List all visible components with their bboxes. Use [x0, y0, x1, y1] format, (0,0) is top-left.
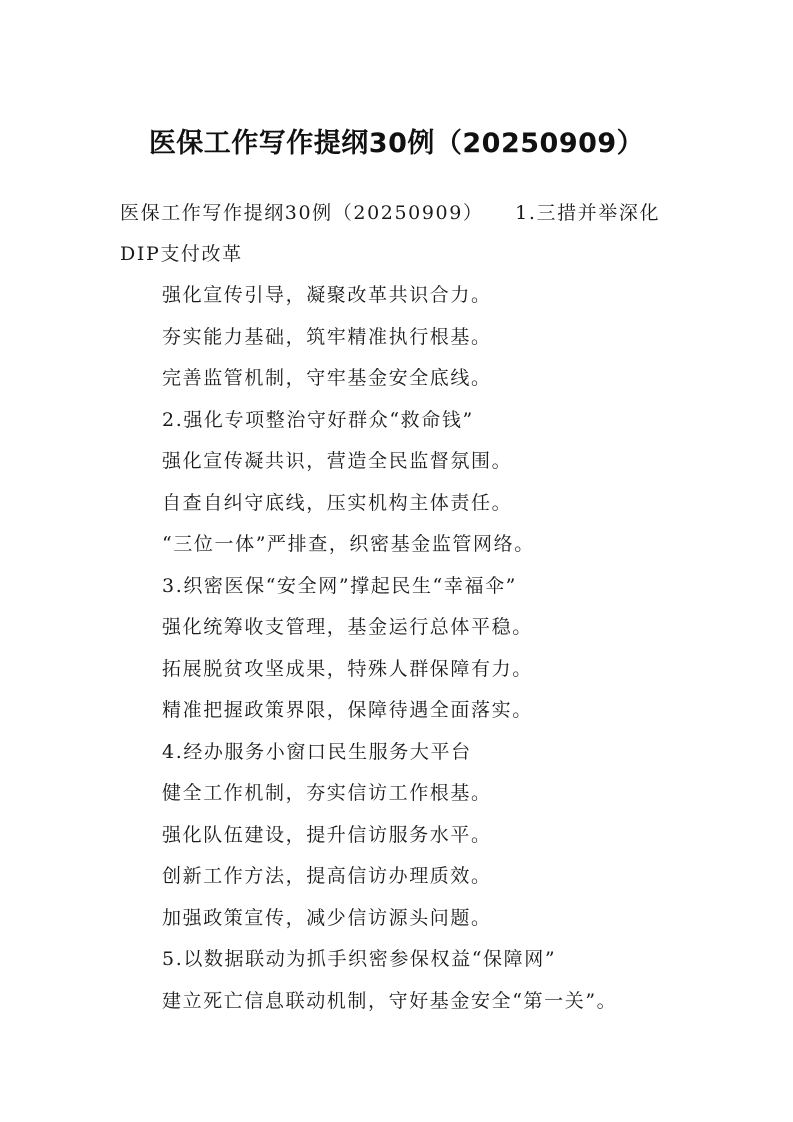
body-line: 强化队伍建设，提升信访服务水平。 — [162, 823, 492, 846]
body-line: 夯实能力基础，筑牢精准执行根基。 — [162, 325, 492, 348]
body-line: “三位一体”严排查，织密基金监管网络。 — [162, 533, 535, 555]
intro-paragraph: 医保工作写作提纲30例（20250909） 1.三措并举深化DIP支付改革 — [120, 202, 661, 265]
section-heading: 3.织密医保“安全网”撑起民生“幸福伞” — [162, 574, 517, 597]
body-line: 拓展脱贫攻坚成果，特殊人群保障有力。 — [162, 657, 533, 680]
body-line: 强化统筹收支管理，基金运行总体平稳。 — [162, 616, 533, 638]
body-line: 强化宣传凝共识，营造全民监督氛围。 — [162, 450, 513, 472]
section-heading: 5.以数据联动为抓手织密参保权益“保障网” — [162, 948, 557, 970]
document-title: 医保工作写作提纲30例（20250909） — [148, 128, 645, 159]
body-line: 自查自纠守底线，压实机构主体责任。 — [162, 491, 513, 514]
body-line: 建立死亡信息联动机制，守好基金安全“第一关”。 — [162, 989, 618, 1012]
section-heading: 2.强化专项整治守好群众“救命钱” — [162, 408, 474, 431]
body-line: 精准把握政策界限，保障待遇全面落实。 — [162, 699, 533, 721]
document-body — [120, 193, 680, 1022]
section-heading: 4.经办服务小窗口民生服务大平台 — [162, 740, 472, 763]
body-line: 健全工作机制，夯实信访工作根基。 — [162, 782, 492, 804]
body-line: 创新工作方法，提高信访办理质效。 — [162, 865, 492, 887]
body-line: 加强政策宣传，减少信访源头问题。 — [162, 906, 492, 929]
body-line: 强化宣传引导，凝聚改革共识合力。 — [162, 284, 492, 306]
body-line: 完善监管机制，守牢基金安全底线。 — [162, 367, 492, 389]
